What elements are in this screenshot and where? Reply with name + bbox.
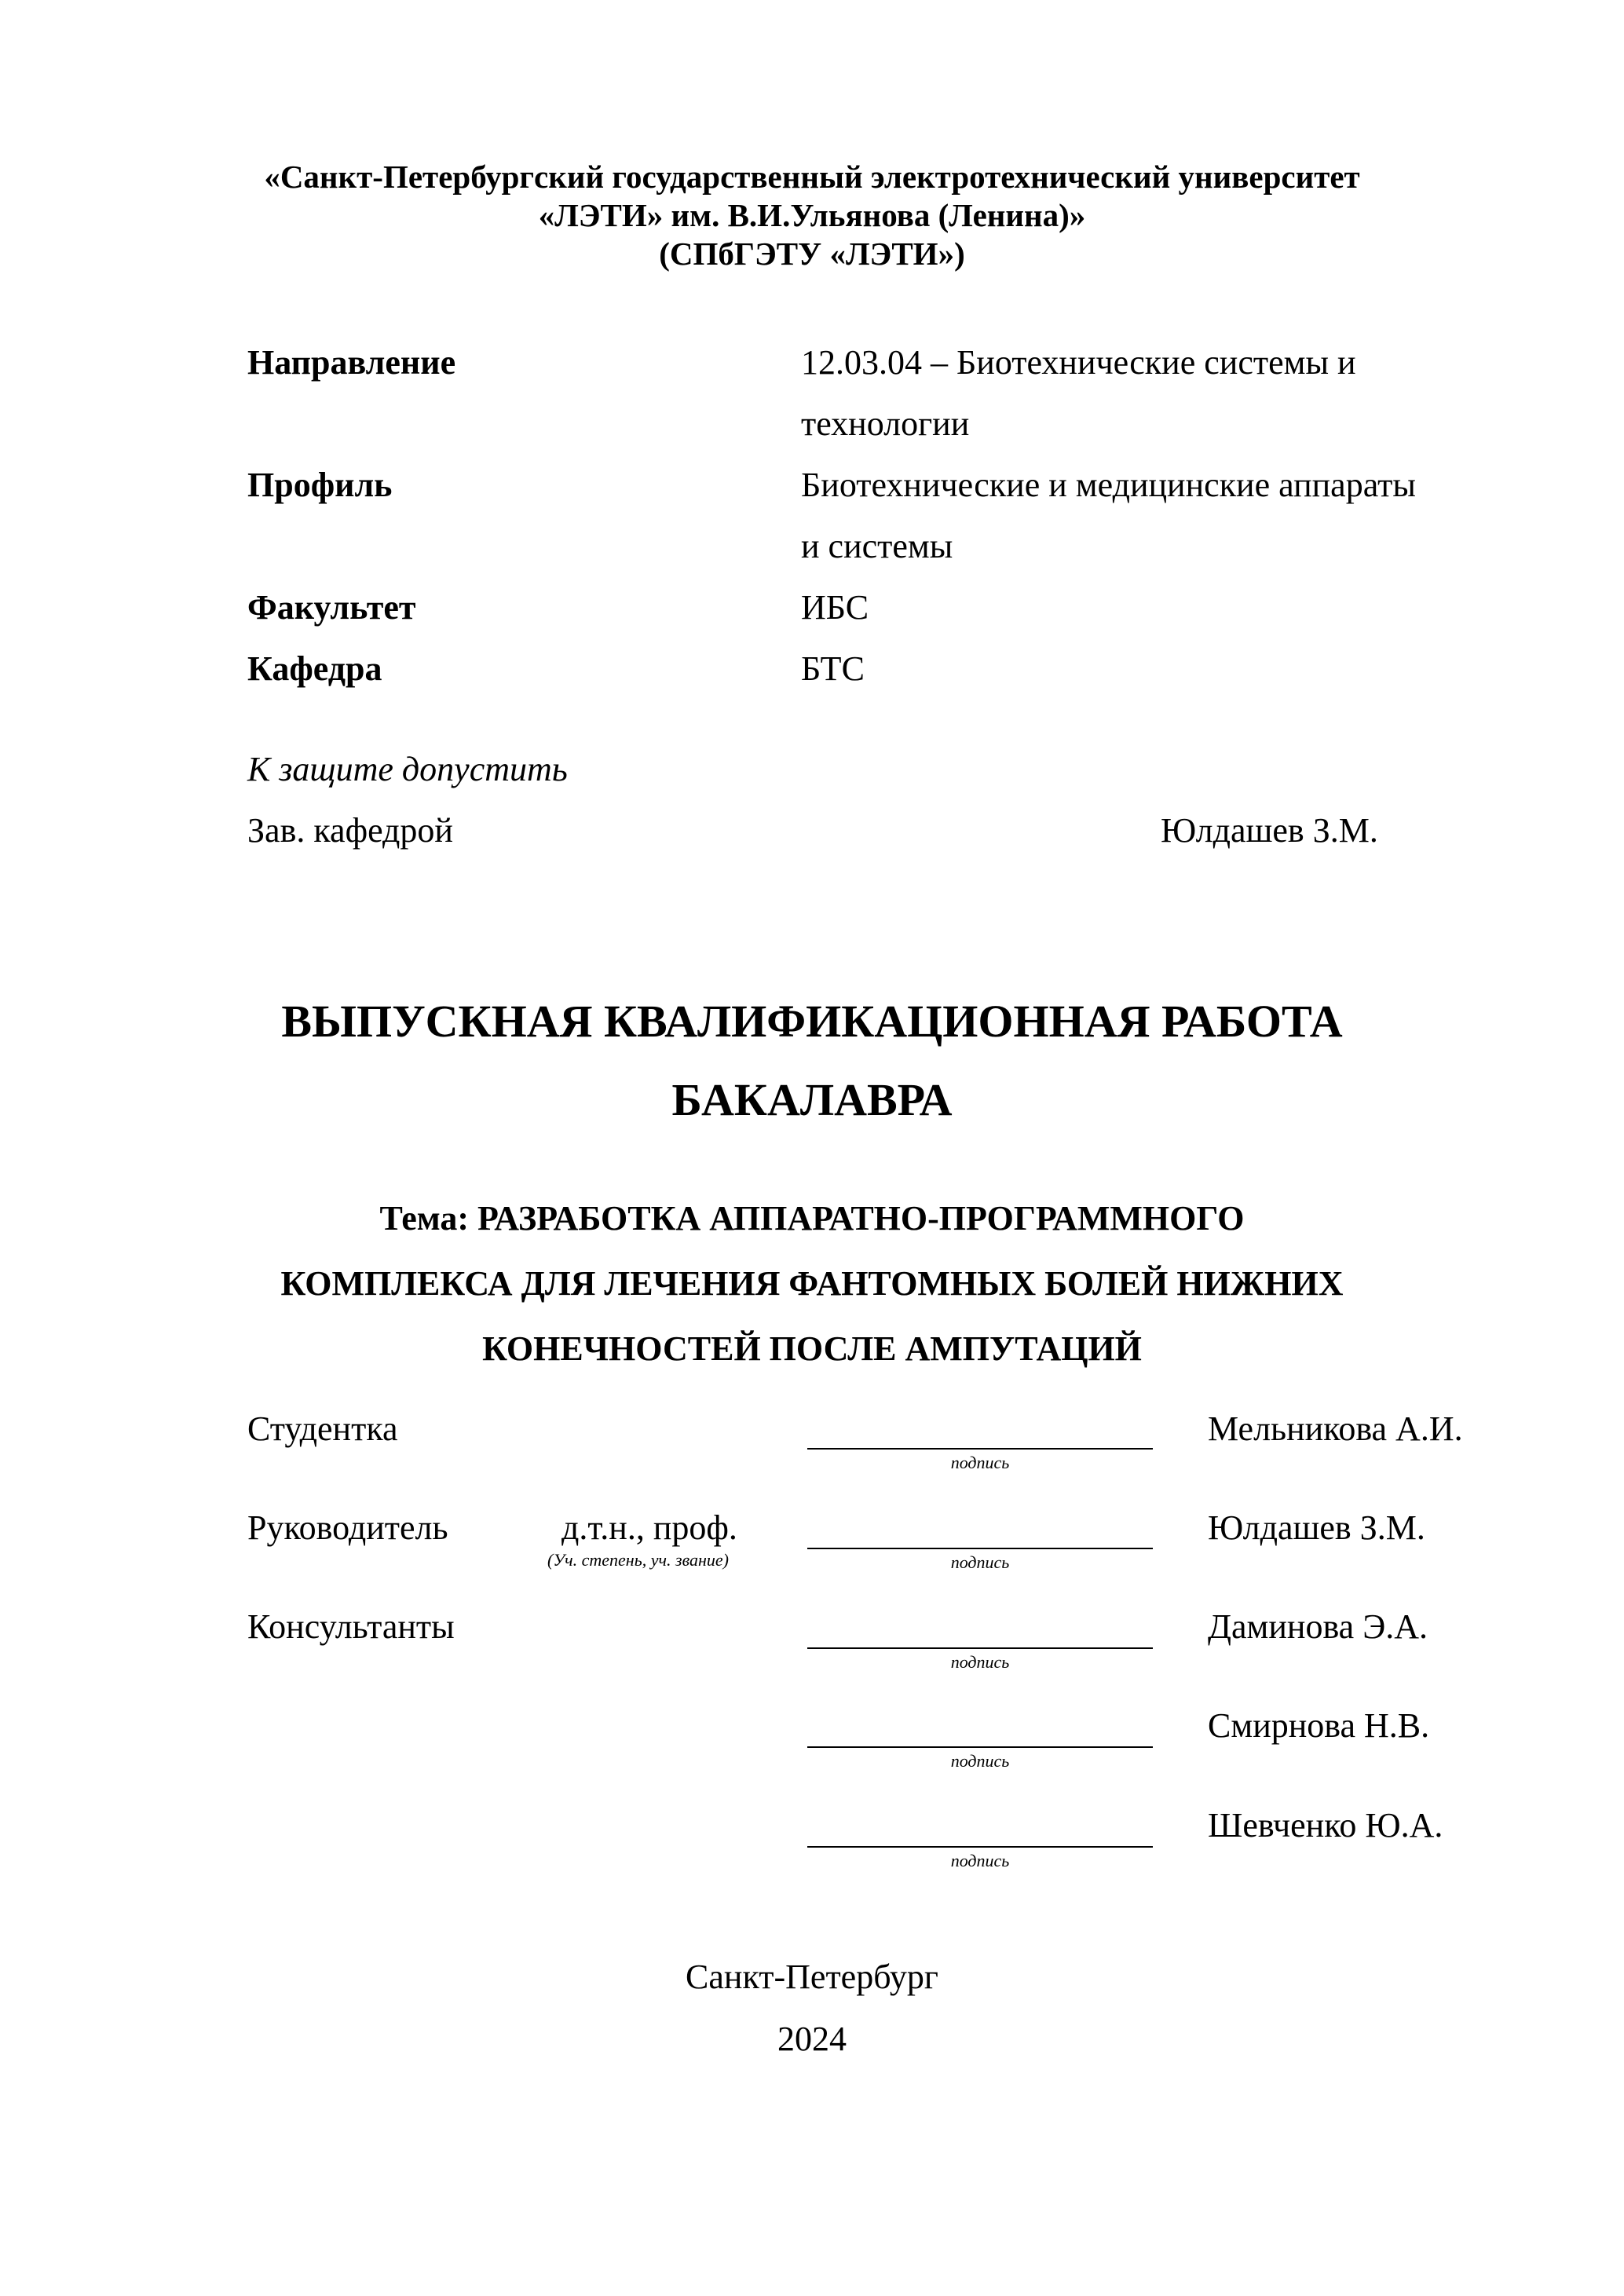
student-name: Мельникова А.И. bbox=[1208, 1409, 1463, 1448]
department-label: Кафедра bbox=[247, 649, 382, 688]
direction-label: Направление bbox=[247, 343, 456, 382]
document-title-line1: ВЫПУСКНАЯ КВАЛИФИКАЦИОННАЯ РАБОТА bbox=[281, 996, 1343, 1047]
direction-value-line1: 12.03.04 – Биотехнические системы и bbox=[801, 343, 1356, 382]
profile-value-line2: и системы bbox=[801, 527, 953, 565]
university-short-name: (СПбГЭТУ «ЛЭТИ») bbox=[659, 236, 965, 272]
supervisor-degree: д.т.н., проф. bbox=[561, 1508, 737, 1547]
year: 2024 bbox=[777, 2020, 847, 2058]
consultants-label: Консультанты bbox=[247, 1607, 455, 1646]
consultant2-signature-caption: подпись bbox=[950, 1751, 1010, 1771]
supervisor-name: Юлдашев З.М. bbox=[1208, 1508, 1425, 1547]
university-name-line2: «ЛЭТИ» им. В.И.Ульянова (Ленина)» bbox=[538, 197, 1086, 233]
profile-value-line1: Биотехнические и медицинские аппараты bbox=[801, 466, 1416, 504]
supervisor-signature-line bbox=[807, 1548, 1153, 1549]
student-signature-line bbox=[807, 1448, 1153, 1450]
consultant3-name: Шевченко Ю.А. bbox=[1208, 1806, 1443, 1844]
consultant1-signature-caption: подпись bbox=[950, 1652, 1010, 1672]
consultant1-name: Даминова Э.А. bbox=[1208, 1607, 1428, 1646]
city: Санкт-Петербург bbox=[686, 1958, 938, 1996]
supervisor-degree-caption: (Уч. степень, уч. звание) bbox=[547, 1550, 729, 1570]
direction-value-line2: технологии bbox=[801, 404, 970, 443]
supervisor-label: Руководитель bbox=[247, 1508, 448, 1547]
faculty-value: ИБС bbox=[801, 588, 869, 627]
head-of-department-label: Зав. кафедрой bbox=[247, 811, 453, 850]
head-of-department-name: Юлдашев З.М. bbox=[1161, 811, 1378, 850]
student-label: Студентка bbox=[247, 1409, 398, 1448]
consultant3-signature-line bbox=[807, 1846, 1153, 1848]
document-title-line2: БАКАЛАВРА bbox=[671, 1074, 953, 1125]
consultant2-name: Смирнова Н.В. bbox=[1208, 1706, 1430, 1745]
topic-line1: Тема: РАЗРАБОТКА АППАРАТНО-ПРОГРАММНОГО bbox=[379, 1199, 1245, 1238]
admit-to-defense-text: К защите допустить bbox=[247, 750, 568, 788]
supervisor-signature-caption: подпись bbox=[950, 1552, 1010, 1572]
consultant1-signature-line bbox=[807, 1647, 1153, 1649]
university-name-line1: «Санкт-Петербургский государственный электротехнический университет bbox=[264, 159, 1360, 195]
consultant3-signature-caption: подпись bbox=[950, 1851, 1010, 1870]
student-signature-caption: подпись bbox=[950, 1453, 1010, 1472]
profile-label: Профиль bbox=[247, 466, 393, 504]
consultant2-signature-line bbox=[807, 1746, 1153, 1748]
topic-line2: КОМПЛЕКСА ДЛЯ ЛЕЧЕНИЯ ФАНТОМНЫХ БОЛЕЙ НИЖНИХ bbox=[280, 1264, 1344, 1303]
topic-line3: КОНЕЧНОСТЕЙ ПОСЛЕ АМПУТАЦИЙ bbox=[482, 1329, 1142, 1368]
department-value: БТС bbox=[801, 649, 865, 688]
faculty-label: Факультет bbox=[247, 588, 416, 627]
